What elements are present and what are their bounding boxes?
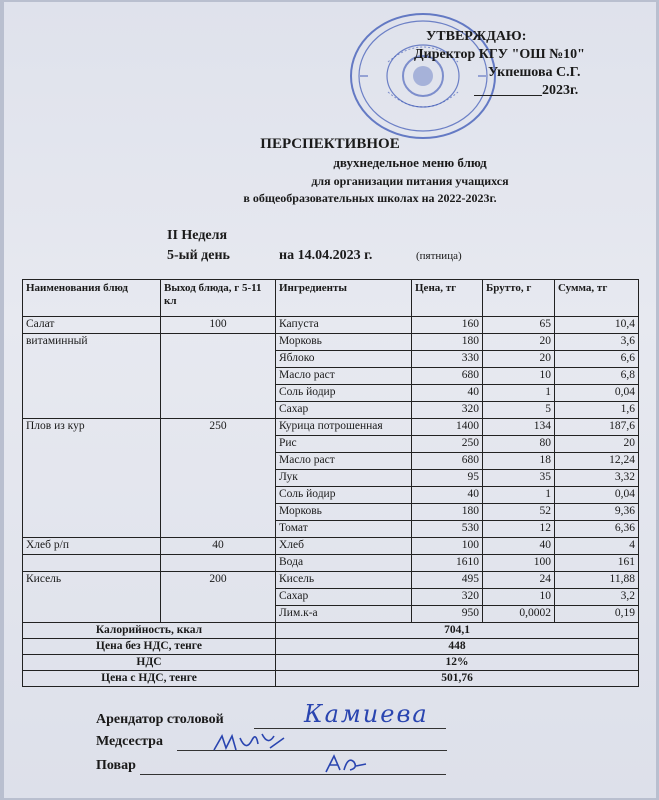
portion-cell [161,334,276,351]
price-cell: 330 [412,351,483,368]
sum-cell: 0,19 [555,606,639,623]
tenant-line [254,728,446,729]
sum-cell: 10,4 [555,317,639,334]
ingredient-cell: Сахар [276,402,412,419]
table-row [23,521,639,538]
approval-title: УТВЕРЖДАЮ: [426,29,527,44]
gross-cell: 1 [483,487,555,504]
portion-cell: 100 [161,317,276,334]
summary-value: 12% [276,655,639,671]
ingredient-cell: Яблоко [276,351,412,368]
gross-cell: 100 [483,555,555,572]
portion-cell [161,555,276,572]
sum-cell: 187,6 [555,419,639,436]
dish-cell: Кисель [23,572,161,589]
portion-cell [161,436,276,453]
price-cell: 320 [412,589,483,606]
gross-cell: 0,0002 [483,606,555,623]
gross-cell: 80 [483,436,555,453]
dish-cell [23,436,161,453]
ingredient-cell: Вода [276,555,412,572]
dish-cell [23,385,161,402]
summary-row-price-no-vat [23,639,639,655]
portion-cell [161,504,276,521]
ingredient-cell: Масло раст [276,368,412,385]
col-dish: Наименования блюд [23,280,161,317]
price-cell: 180 [412,504,483,521]
cook-label: Повар [96,758,136,773]
gross-cell: 134 [483,419,555,436]
ingredient-cell: Сахар [276,589,412,606]
title-main: ПЕРСПЕКТИВНОЕ [260,136,400,152]
title-sub2: для организации питания учащихся [311,174,509,188]
summary-label: НДС [23,655,276,671]
tenant-signature: Камиева [304,700,429,728]
table-row [23,385,639,402]
sum-cell: 12,24 [555,453,639,470]
col-sum: Сумма, тг [555,280,639,317]
summary-value: 704,1 [276,623,639,639]
ingredient-cell: Томат [276,521,412,538]
title-sub3: в общеобразовательных школах на 2022-2023г. [243,191,497,205]
portion-cell [161,402,276,419]
price-cell: 250 [412,436,483,453]
dish-cell [23,368,161,385]
portion-cell [161,521,276,538]
ingredient-cell: Рис [276,436,412,453]
price-cell: 680 [412,453,483,470]
table-row [23,402,639,419]
dish-cell: Хлеб р/п [23,538,161,555]
sum-cell: 20 [555,436,639,453]
price-cell: 1610 [412,555,483,572]
col-portion: Выход блюда, г 5-11 кл [161,280,276,317]
ingredient-cell: Соль йодир [276,487,412,504]
summary-label: Калорийность, ккал [23,623,276,639]
approval-director: Директор КГУ "ОШ №10" [414,47,585,62]
table-row [23,572,639,589]
week-label: II Неделя [167,228,228,243]
price-cell: 1400 [412,419,483,436]
ingredient-cell: Лук [276,470,412,487]
price-cell: 160 [412,317,483,334]
ingredient-cell: Курица потрошенная [276,419,412,436]
approval-block [414,28,585,100]
table-row [23,368,639,385]
price-cell: 180 [412,334,483,351]
table-row [23,538,639,555]
price-cell: 950 [412,606,483,623]
gross-cell: 65 [483,317,555,334]
price-cell: 95 [412,470,483,487]
col-gross: Брутто, г [483,280,555,317]
portion-cell: 200 [161,572,276,589]
portion-cell [161,368,276,385]
sum-cell: 0,04 [555,385,639,402]
table-row [23,470,639,487]
summary-row-calories [23,623,639,639]
summary-label: Цена с НДС, тенге [23,671,276,687]
price-cell: 40 [412,385,483,402]
dish-cell: Салат [23,317,161,334]
price-cell: 530 [412,521,483,538]
summary-value: 501,76 [276,671,639,687]
price-cell: 320 [412,402,483,419]
sum-cell: 6,36 [555,521,639,538]
dish-cell [23,351,161,368]
dish-cell [23,521,161,538]
dish-cell [23,606,161,623]
gross-cell: 20 [483,351,555,368]
portion-cell [161,385,276,402]
nurse-signature [212,730,292,756]
summary-row-vat [23,655,639,671]
table-header-row [23,280,639,317]
table-row [23,436,639,453]
table-row [23,555,639,572]
document-sheet [4,2,656,798]
sum-cell: 4 [555,538,639,555]
gross-cell: 52 [483,504,555,521]
sum-cell: 3,6 [555,334,639,351]
dish-cell [23,555,161,572]
col-price: Цена, тг [412,280,483,317]
table-row [23,419,639,436]
sum-cell: 161 [555,555,639,572]
table-row [23,504,639,521]
gross-cell: 1 [483,385,555,402]
portion-cell [161,606,276,623]
table-row [23,606,639,623]
ingredient-cell: Лим.к-а [276,606,412,623]
gross-cell: 35 [483,470,555,487]
sum-cell: 1,6 [555,402,639,419]
price-cell: 100 [412,538,483,555]
portion-cell [161,351,276,368]
dish-cell: Плов из кур [23,419,161,436]
sum-cell: 9,36 [555,504,639,521]
dish-cell [23,504,161,521]
ingredient-cell: Морковь [276,504,412,521]
table-row [23,351,639,368]
portion-cell [161,589,276,606]
portion-cell [161,453,276,470]
ingredient-cell: Хлеб [276,538,412,555]
ingredient-cell: Масло раст [276,453,412,470]
price-cell: 680 [412,368,483,385]
dish-cell [23,470,161,487]
portion-cell: 250 [161,419,276,436]
table-row [23,487,639,504]
gross-cell: 40 [483,538,555,555]
dish-cell [23,402,161,419]
dish-cell [23,589,161,606]
table-row [23,334,639,351]
table-row [23,453,639,470]
sum-cell: 3,32 [555,470,639,487]
sum-cell: 6,6 [555,351,639,368]
summary-label: Цена без НДС, тенге [23,639,276,655]
sum-cell: 0,04 [555,487,639,504]
gross-cell: 5 [483,402,555,419]
approval-year: 2023г. [414,82,585,100]
gross-cell: 10 [483,589,555,606]
cook-signature [322,752,370,776]
price-cell: 40 [412,487,483,504]
date-label: на 14.04.2023 г. [279,248,373,263]
ingredient-cell: Соль йодир [276,385,412,402]
portion-cell: 40 [161,538,276,555]
menu-table [22,279,639,687]
approval-name: Укпешова С.Г. [488,65,581,80]
nurse-label: Медсестра [96,734,163,749]
col-ingredient: Ингрeдиенты [276,280,412,317]
sum-cell: 6,8 [555,368,639,385]
portion-cell [161,470,276,487]
ingredient-cell: Кисель [276,572,412,589]
gross-cell: 18 [483,453,555,470]
summary-row-price-with-vat [23,671,639,687]
tenant-label: Арендатор столовой [96,712,224,727]
portion-cell [161,487,276,504]
sum-cell: 11,88 [555,572,639,589]
gross-cell: 12 [483,521,555,538]
table-row [23,317,639,334]
gross-cell: 20 [483,334,555,351]
dish-cell [23,487,161,504]
title-sub1: двухнедельное меню блюд [333,155,487,170]
cook-line [140,774,446,775]
day-label: 5-ый день [167,248,230,263]
summary-value: 448 [276,639,639,655]
price-cell: 495 [412,572,483,589]
gross-cell: 24 [483,572,555,589]
sum-cell: 3,2 [555,589,639,606]
gross-cell: 10 [483,368,555,385]
dish-cell: витаминный [23,334,161,351]
ingredient-cell: Капуста [276,317,412,334]
weekday-label: (пятница) [416,250,462,262]
dish-cell [23,453,161,470]
table-row [23,589,639,606]
ingredient-cell: Морковь [276,334,412,351]
